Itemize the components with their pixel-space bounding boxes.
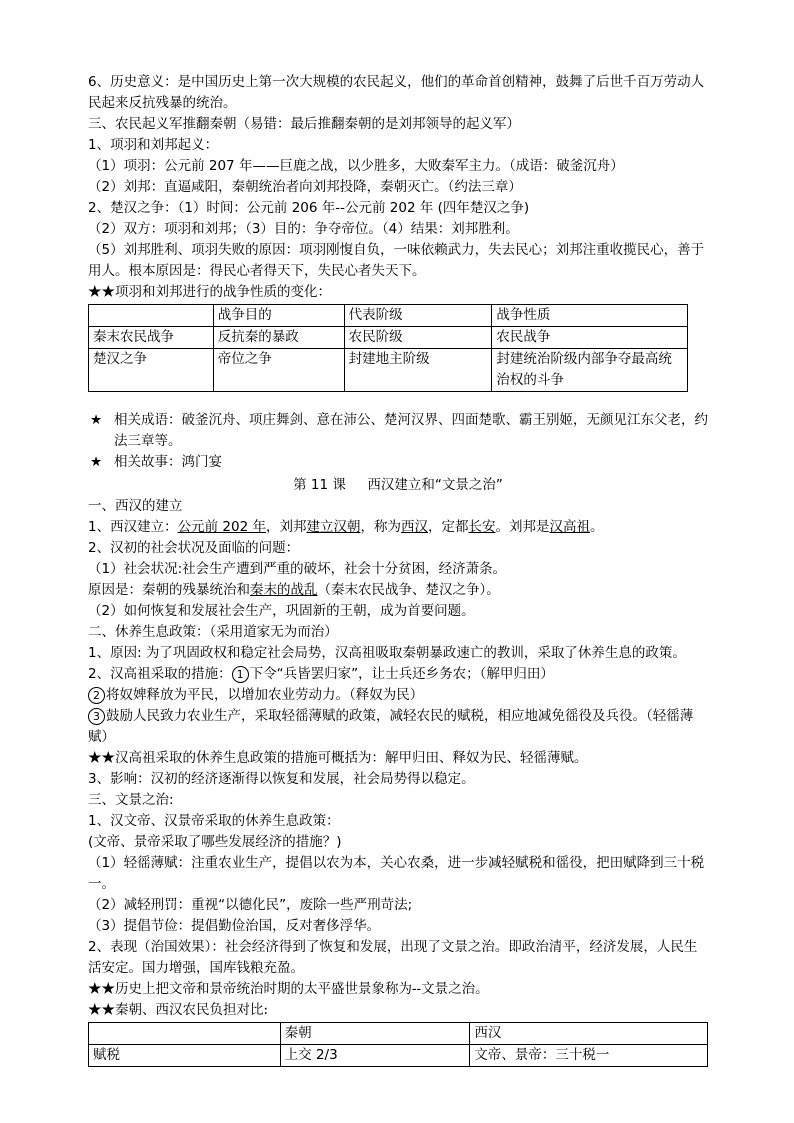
underlined-text: 汉高祖 <box>549 519 590 535</box>
document-page <box>88 72 708 1067</box>
table-header-cell: 战争目的 <box>213 305 344 327</box>
historical-significance: 6、历史意义：是中国历史上第一次大规模的农民起义，他们的革命首创精神，鼓舞了后世千百万劳动人民起来反抗残暴的统治。 <box>88 74 705 111</box>
paragraph: 2、表现（治国效果）：社会经济得到了恢复和发展，出现了文景之治。即政治清平，经济发展，人民生活安定。国力增强，国库钱粮充盈。 <box>88 939 698 976</box>
table-cell: 楚汉之争 <box>89 349 214 392</box>
paragraph <box>88 664 708 685</box>
summary-note: ★★历史上把文帝和景帝统治时期的太平盛世景象称为--文景之治。 <box>88 981 489 997</box>
table-cell: 农民战争 <box>492 327 688 349</box>
war-nature-table <box>88 304 688 392</box>
star-bullet-icon: ★ <box>90 454 103 470</box>
table-row <box>89 327 688 349</box>
paragraph <box>88 580 708 601</box>
paragraph: 1、项羽和刘邦起义： <box>88 137 219 153</box>
paragraph: （1）轻徭薄赋：注重农业生产，提倡以农为本，关心农桑，进一步减轻赋税和徭役，把田赋降到三十税一。 <box>88 855 705 892</box>
table-cell: 反抗秦的暴政 <box>213 327 344 349</box>
text: ，刘邦 <box>265 519 307 535</box>
underlined-text: 秦末的战乱 <box>250 582 318 598</box>
table-header-cell: 西汉 <box>470 1023 708 1045</box>
section-heading: 三、文景之治: <box>88 792 174 808</box>
underlined-text: 长安 <box>468 519 496 535</box>
lesson-title: 第 11 课 西汉建立和“文景之治” <box>293 477 503 493</box>
table-cell: 文帝、景帝：三十税一 <box>470 1045 708 1067</box>
circled-number-1: 1 <box>232 666 249 683</box>
table-header-cell <box>89 305 214 327</box>
paragraph: 1、原因: 为了巩固政权和稳定社会局势，汉高祖吸取秦朝暴政速亡的教训，采取了休养生息的政策。 <box>88 645 686 661</box>
text: 将奴婢释放为平民，以增加农业劳动力。（释奴为民） <box>106 687 424 703</box>
paragraph: （1）项羽：公元前 207 年——巨鹿之战，以少胜多，大败秦军主力。（成语：破釜沉舟） <box>88 158 624 174</box>
paragraph: （5）刘邦胜利、项羽失败的原因：项羽刚愎自负，一味依赖武力，失去民心；刘邦注重收揽民心，善于用人。根本原因是：得民心者得天下，失民心者失天下。 <box>88 242 705 279</box>
table-cell: 帝位之争 <box>213 349 344 392</box>
idioms-text: 相关成语：破釜沉舟、项庄舞剑、意在沛公、楚河汉界、四面楚歌、霸王别姬，无颜见江东父老，约法三章等。 <box>114 412 708 449</box>
text: 下令“兵皆罢归家”，让士兵还乡务农；（解甲归田） <box>249 666 554 682</box>
table-header-row <box>89 305 688 327</box>
table-cell: 赋税 <box>89 1045 281 1067</box>
table-cell: 上交 2/3 <box>280 1045 470 1067</box>
burden-comparison-table <box>88 1022 708 1067</box>
related-idioms <box>88 410 708 452</box>
table-header-cell: 战争性质 <box>492 305 688 327</box>
text: ，称为 <box>360 519 401 535</box>
paragraph: （2）减轻刑罚：重视“以德化民”，废除一些严刑苛法; <box>88 897 413 913</box>
table-row <box>89 1045 708 1067</box>
section-heading: 二、休养生息政策：（采用道家无为而治） <box>88 624 338 640</box>
table-cell: 封建地主阶级 <box>344 349 492 392</box>
text: 。 <box>589 519 604 535</box>
paragraph: 3、影响：汉初的经济逐渐得以恢复和发展，社会局势得以稳定。 <box>88 771 475 787</box>
paragraph: （2）如何恢复和发展社会生产，巩固新的王朝，成为首要问题。 <box>88 603 475 619</box>
text: 2、汉高祖采取的措施： <box>88 666 232 682</box>
text: 。刘邦是 <box>495 519 550 535</box>
paragraph <box>88 517 708 538</box>
table-header-row <box>89 1023 708 1045</box>
underlined-text: 西汉 <box>400 519 428 535</box>
circled-number-3: 3 <box>88 708 105 725</box>
story-text: 相关故事：鸿门宴 <box>114 454 222 470</box>
text: 鼓励人民致力农业生产，采取轻徭薄赋的政策，减轻农民的赋税，相应地减免徭役及兵役。（轻徭薄赋） <box>88 708 694 745</box>
table-cell: 秦末农民战争 <box>89 327 214 349</box>
table-cell: 农民阶级 <box>344 327 492 349</box>
star-bullet-icon: ★ <box>90 412 103 428</box>
table-header-cell: 秦朝 <box>280 1023 470 1045</box>
summary-note: ★★汉高祖采取的休养生息政策的措施可概括为：解甲归田、释奴为民、轻徭薄赋。 <box>88 750 588 766</box>
table-caption: ★★秦朝、西汉农民负担对比: <box>88 1002 269 1018</box>
text: 1、西汉建立： <box>88 519 178 535</box>
circled-number-2: 2 <box>88 687 105 704</box>
section-heading: 一、西汉的建立 <box>88 498 183 514</box>
paragraph: 2、汉初的社会状况及面临的问题： <box>88 540 300 556</box>
underlined-text: 公元前 202 年 <box>177 519 266 535</box>
question-text: (文帝、景帝采取了哪些发展经济的措施？) <box>88 834 342 850</box>
paragraph: （2）刘邦：直逼咸阳，秦朝统治者向刘邦投降，秦朝灭亡。（约法三章） <box>88 179 522 195</box>
paragraph <box>88 706 708 748</box>
table-caption: ★★项羽和刘邦进行的战争性质的变化： <box>88 284 331 300</box>
paragraph: （3）提倡节俭：提倡勤俭治国，反对奢侈浮华。 <box>88 918 381 934</box>
paragraph <box>88 685 708 706</box>
paragraph: （2）双方：项羽和刘邦；（3）目的：争夺帝位。（4）结果：刘邦胜利。 <box>88 221 519 237</box>
text: 原因是：秦朝的残暴统治和 <box>88 582 250 598</box>
paragraph: （1）社会状况:社会生产遭到严重的破坏，社会十分贫困，经济萧条。 <box>88 561 507 577</box>
table-header-cell <box>89 1023 281 1045</box>
underlined-text: 建立汉朝 <box>306 519 361 535</box>
text: （秦末农民战争、楚汉之争）。 <box>317 582 500 598</box>
section-heading: 三、农民起义军推翻秦朝（易错：最后推翻秦朝的是刘邦领导的起义军） <box>88 116 520 132</box>
table-cell: 封建统治阶级内部争夺最高统治权的斗争 <box>492 349 688 392</box>
related-story <box>88 452 708 473</box>
text: ，定都 <box>427 519 469 535</box>
paragraph: 2、楚汉之争：（1）时间：公元前 206 年--公元前 202 年 (四年楚汉之争) <box>88 200 530 216</box>
table-header-cell: 代表阶级 <box>344 305 492 327</box>
paragraph: 1、汉文帝、汉景帝采取的休养生息政策： <box>88 813 340 829</box>
table-row <box>89 349 688 392</box>
